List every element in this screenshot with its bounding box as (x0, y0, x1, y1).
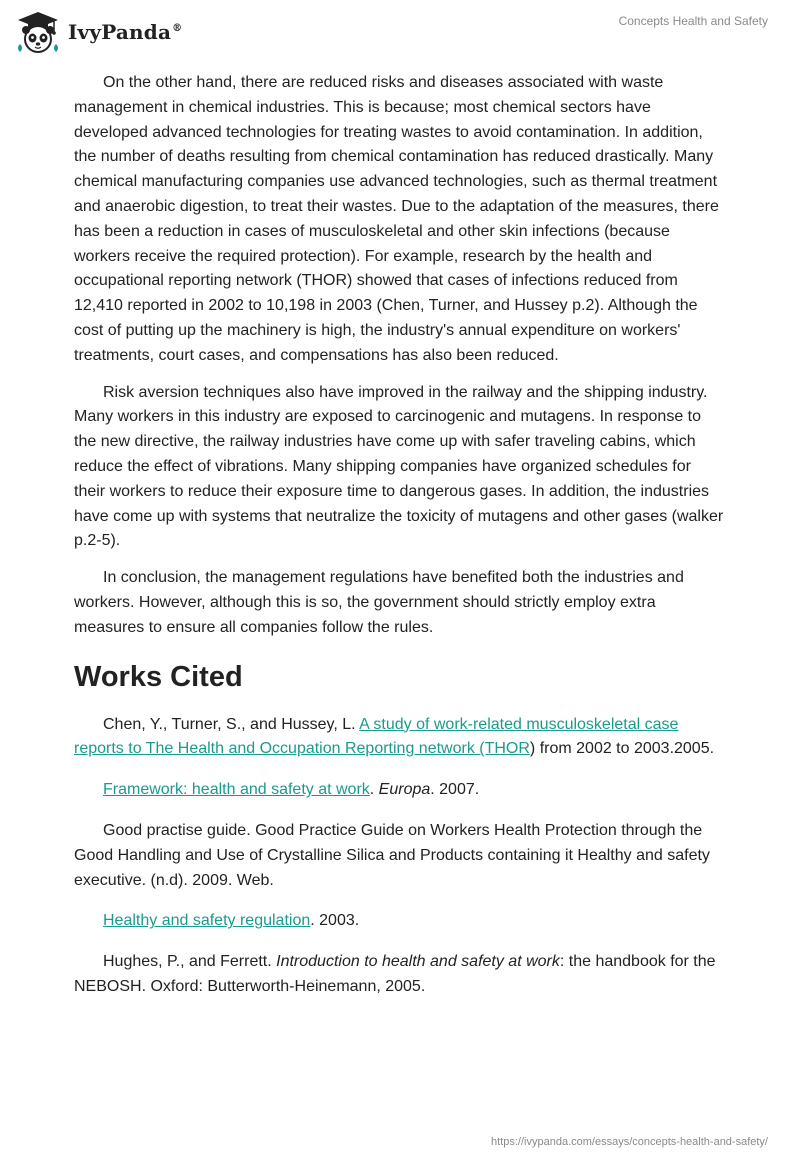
citation-entry: Framework: health and safety at work. Europa. 2007. (103, 781, 480, 799)
essay-content (74, 71, 726, 1016)
panda-graduate-icon (14, 10, 62, 54)
works-cited-list (74, 713, 726, 1000)
body-paragraph: In conclusion, the management regulations have benefited both the industries and workers. However, although this is so, the government should strictly employ extra measures to ensure all companies follow the rules. (74, 569, 684, 636)
citation-link[interactable]: Framework: health and safety at work (103, 781, 370, 799)
citation-entry: Hughes, P., and Ferrett. Introduction to health and safety at work: the handbook for the NEBOSH. Oxford: Butterworth-Heinemann, 2005. (74, 953, 716, 995)
citation-link[interactable]: A study of work-related musculoskeletal case reports to The Health and Occupation Reporting network (THOR (74, 715, 679, 758)
citation-entry: Healthy and safety regulation. 2003. (103, 912, 360, 930)
body-paragraph: Risk aversion techniques also have improved in the railway and the shipping industry. Many workers in this industry are exposed to carcinogenic and mutagens. In response to the new directive, the railway industries have come up with safer traveling cabins, which reduce the effect of vibrations. Many shipping companies have organized schedules for their workers to reduce their exposure time to dangerous gases. In addition, the industries have come up with systems that neutralize the toxicity of mutagens and other gases (walker p.2-5). (74, 383, 724, 550)
works-cited-heading: Works Cited (74, 660, 243, 693)
logo-wordmark: IvyPanda® (68, 20, 183, 44)
citation-link[interactable]: Healthy and safety regulation (103, 912, 311, 930)
document-title: Concepts Health and Safety (618, 14, 768, 28)
source-url: https://ivypanda.com/essays/concepts-health-and-safety/ (491, 1136, 768, 1148)
page-header (0, 0, 800, 60)
body-paragraph: On the other hand, there are reduced risks and diseases associated with waste management in chemical industries. This is because; most chemical sectors have developed advanced technologies for treating wastes to avoid contamination. In addition, the number of deaths resulting from chemical contamination has reduced drastically. Many chemical manufacturing companies use advanced technologies, such as thermal treatment and anaerobic digestion, to treat their wastes. Due to the adaptation of the measures, there has been a reduction in cases of musculoskeletal and other skin infections (because workers receive the required protection). For example, research by the health and occupational reporting network (THOR) showed that cases of infections reduced from 12,410 reported in 2002 to 10,198 in 2003 (Chen, Turner, and Hussey p.2). Although the cost of putting up the machinery is high, the industry's annual expenditure on workers' treatments, court cases, and compensations has also been reduced. (74, 74, 719, 364)
ivypanda-logo[interactable] (14, 10, 182, 54)
citation-entry: Good practise guide. Good Practice Guide on Workers Health Protection through the Good Handling and Use of Crystalline Silica and Products containing it Healthy and safety executive. (n.d). 2009. Web. (74, 821, 710, 889)
citation-entry: Chen, Y., Turner, S., and Hussey, L. A study of work-related musculoskeletal case reports to The Health and Occupation Reporting network (THOR) from 2002 to 2003.2005. (74, 715, 715, 758)
